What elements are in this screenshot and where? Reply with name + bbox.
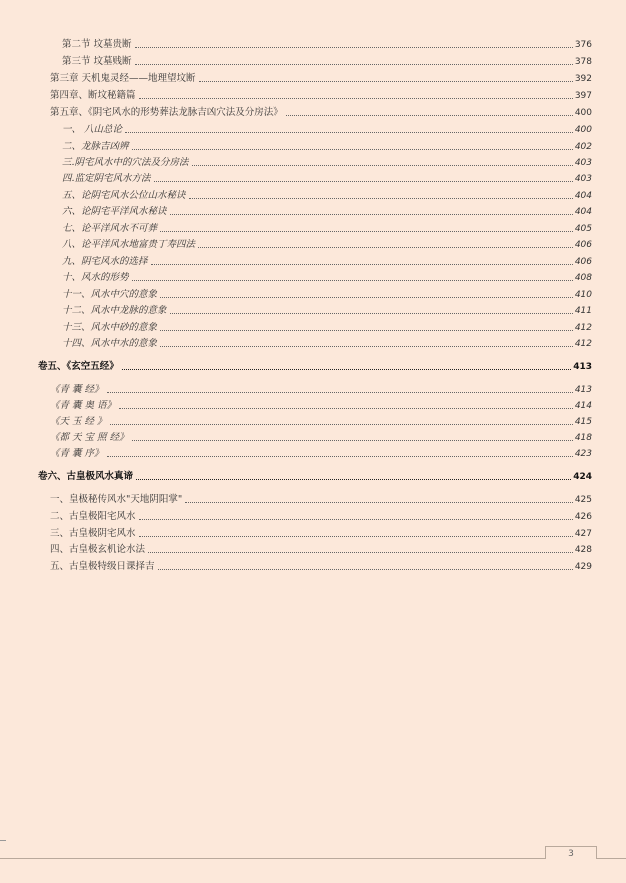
toc-entry[interactable] (62, 139, 592, 153)
dot-leader (122, 369, 571, 370)
toc-entry-page: 428 (574, 545, 592, 555)
page-number: 3 (568, 849, 574, 859)
dot-leader (135, 64, 573, 65)
dot-leader (158, 569, 573, 570)
dot-leader (135, 47, 573, 48)
dot-leader (160, 231, 573, 232)
toc-entry-title: 十二、风水中龙脉的意象 (62, 305, 167, 316)
toc-entry-page: 411 (574, 306, 592, 316)
toc-entry-page: 392 (574, 74, 592, 84)
toc-entry-title: 十三、风水中砂的意象 (62, 322, 158, 333)
toc-entry-title: 五、古皇极特级日课择吉 (50, 561, 155, 572)
footer-rule (0, 858, 626, 859)
toc-entry-title: 九、阴宅风水的选择 (62, 256, 148, 267)
toc-entry-title: 《青 囊 奥 语》 (50, 400, 117, 411)
dot-leader (139, 98, 573, 99)
dot-leader (132, 149, 573, 150)
dot-leader (189, 198, 573, 199)
toc-entry[interactable] (62, 204, 592, 218)
toc-entry[interactable] (50, 526, 592, 540)
toc-volume-entry[interactable] (38, 469, 592, 483)
toc-entry-page: 406 (574, 257, 592, 267)
toc-entry-page: 414 (574, 401, 592, 411)
toc-entry-page: 427 (574, 529, 592, 539)
dot-leader (160, 297, 573, 298)
toc-entry-page: 403 (574, 158, 592, 168)
toc-entry[interactable] (62, 171, 592, 185)
toc-entry-title: 十一、风水中穴的意象 (62, 289, 158, 300)
toc-entry-page: 405 (574, 224, 592, 234)
toc-entry[interactable] (50, 105, 592, 119)
toc-entry[interactable] (62, 237, 592, 251)
toc-entry-page: 425 (574, 495, 592, 505)
toc-entry-page: 404 (574, 207, 592, 217)
toc-entry-page: 404 (574, 191, 592, 201)
toc-entry-page: 410 (574, 290, 592, 300)
toc-entry-title: 第二节 坟墓贵断 (62, 39, 132, 50)
toc-entry-title: 四.监定阴宅风水方法 (62, 173, 151, 184)
dot-leader (151, 264, 573, 265)
toc-entry-page: 424 (573, 472, 592, 482)
toc-entry-page: 413 (573, 362, 592, 372)
dot-leader (119, 408, 573, 409)
dot-leader (125, 132, 573, 133)
toc-entry[interactable] (50, 88, 592, 102)
dot-leader (192, 165, 573, 166)
toc-entry-title: 二、龙脉吉凶辨 (62, 141, 129, 152)
toc-entry-title: 八、论平洋风水地富贵丁寿四法 (62, 239, 196, 250)
toc-entry-title: 三、古皇极阴宅风水 (50, 528, 136, 539)
dot-leader (160, 330, 573, 331)
dot-leader (136, 479, 571, 480)
toc-entry-title: 《青 囊 序》 (50, 448, 104, 459)
toc-entry-title: 《都 天 宝 照 经》 (50, 432, 129, 443)
toc-entry-title: 一、 八山总论 (62, 124, 123, 135)
dot-leader (170, 214, 573, 215)
toc-entry-title: 六、论阴宅平洋风水秘诀 (62, 206, 167, 217)
toc-entry-title: 卷五、《玄空五经》 (38, 361, 119, 372)
toc-entry[interactable] (62, 336, 592, 350)
toc-entry[interactable] (62, 155, 592, 169)
toc-entry-title: 二、古皇极阳宅风水 (50, 511, 136, 522)
toc-entry[interactable] (50, 559, 592, 573)
dot-leader (110, 424, 573, 425)
toc-entry-page: 402 (574, 142, 592, 152)
toc-entry-title: 一、皇极秘传风水"天地阴阳掌" (50, 494, 183, 505)
toc-entry-title: 《青 囊 经》 (50, 384, 104, 395)
toc-entry-page: 378 (574, 57, 592, 67)
toc-entry-title: 十四、风水中水的意象 (62, 338, 158, 349)
dot-leader (107, 392, 573, 393)
toc-entry[interactable] (62, 303, 592, 317)
toc-entry-page: 423 (574, 449, 592, 459)
toc-entry-page: 426 (574, 512, 592, 522)
page-number-tab (545, 846, 597, 859)
margin-mark (0, 840, 6, 841)
toc-entry[interactable] (62, 254, 592, 268)
toc-entry-page: 429 (574, 562, 592, 572)
toc-entry[interactable] (50, 492, 592, 506)
dot-leader (160, 346, 573, 347)
toc-entry-title: 《天 玉 经 》 (50, 416, 107, 427)
toc-entry-page: 408 (574, 273, 592, 283)
toc-entry[interactable] (62, 37, 592, 51)
toc-entry[interactable] (62, 221, 592, 235)
toc-entry-title: 四、古皇极玄机论水法 (50, 544, 146, 555)
toc-entry-page: 406 (574, 240, 592, 250)
dot-leader (139, 536, 573, 537)
toc-entry-title: 第三节 坟墓贱断 (62, 56, 132, 67)
dot-leader (185, 502, 573, 503)
dot-leader (154, 181, 573, 182)
toc-entry[interactable] (62, 287, 592, 301)
toc-entry-title: 第五章、《阴宅风水的形势葬法龙脉吉凶穴法及分房法》 (50, 107, 283, 118)
dot-leader (132, 440, 573, 441)
toc-entry-page: 376 (574, 40, 592, 50)
toc-entry[interactable] (62, 188, 592, 202)
toc-entry-page: 412 (574, 323, 592, 333)
toc-entry-page: 412 (574, 339, 592, 349)
dot-leader (107, 456, 573, 457)
toc-entry[interactable] (62, 122, 592, 136)
toc-entry[interactable] (50, 71, 592, 85)
toc-entry-title: 三.阴宅风水中的穴法及分房法 (62, 157, 189, 168)
toc-entry-page: 400 (574, 108, 592, 118)
dot-leader (148, 552, 573, 553)
toc-entry[interactable] (50, 430, 592, 444)
toc-entry-page: 418 (574, 433, 592, 443)
dot-leader (286, 115, 573, 116)
toc-entry[interactable] (50, 382, 592, 396)
toc-entry[interactable] (62, 54, 592, 68)
toc-entry-page: 415 (574, 417, 592, 427)
toc-entry[interactable] (62, 320, 592, 334)
dot-leader (198, 247, 573, 248)
toc-entry[interactable] (50, 414, 592, 428)
toc-entry[interactable] (50, 509, 592, 523)
toc-entry-page: 397 (574, 91, 592, 101)
toc-entry[interactable] (50, 398, 592, 412)
toc-volume-entry[interactable] (38, 359, 592, 373)
toc-entry-page: 400 (574, 125, 592, 135)
dot-leader (132, 280, 573, 281)
toc-entry[interactable] (50, 542, 592, 556)
toc-entry[interactable] (62, 270, 592, 284)
toc-entry-page: 403 (574, 174, 592, 184)
toc-entry-page: 413 (574, 385, 592, 395)
toc-entry-title: 卷六、古皇极风水真谛 (38, 471, 134, 482)
toc-entry-title: 第四章、断坟秘籍篇 (50, 90, 136, 101)
toc-entry-title: 第三章 天机鬼灵经——地理望坟断 (50, 73, 196, 84)
toc-entry-title: 五、论阴宅风水公位山水秘诀 (62, 190, 186, 201)
dot-leader (199, 81, 573, 82)
dot-leader (170, 313, 573, 314)
toc-entry-title: 七、论平洋风水不可葬 (62, 223, 158, 234)
dot-leader (139, 519, 573, 520)
toc-entry[interactable] (50, 446, 592, 460)
toc-entry-title: 十、风水的形势 (62, 272, 129, 283)
